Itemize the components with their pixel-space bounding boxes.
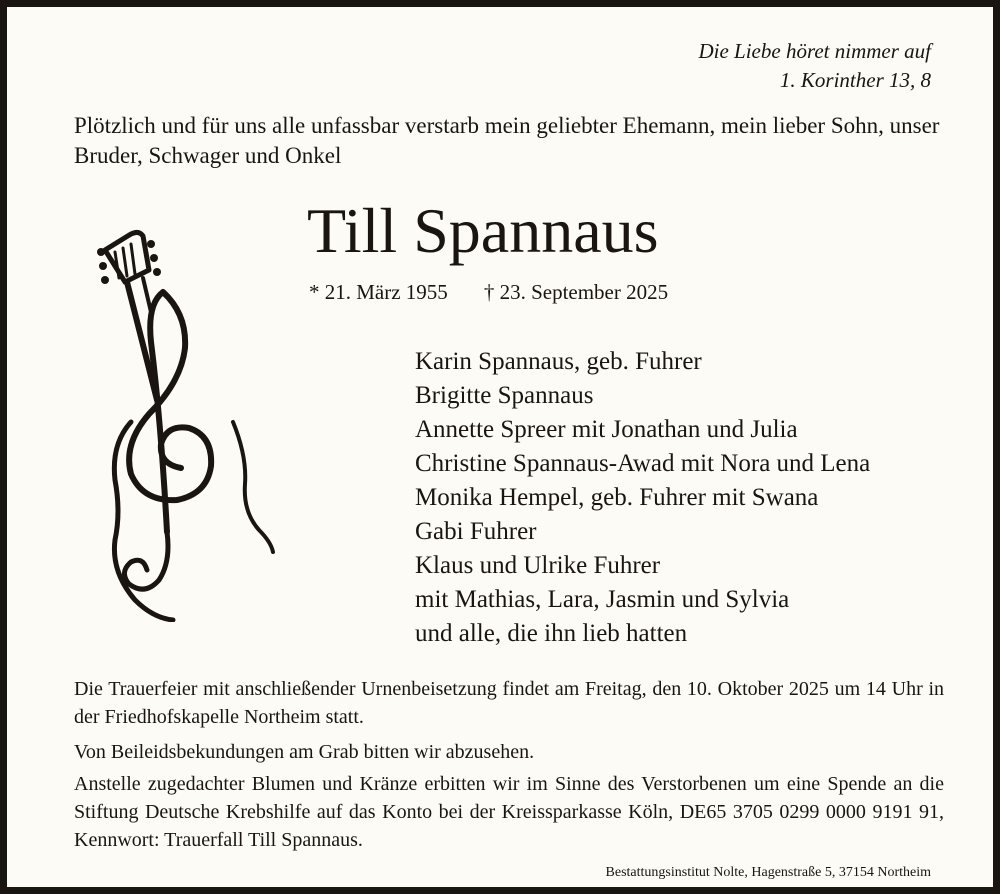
bible-quote	[698, 37, 931, 95]
death-date: † 23. September 2025	[483, 280, 669, 304]
funeral-info-paragraph: Die Trauerfeier mit anschließender Urnenbeisetzung findet am Freitag, den 10. Oktober 2025 um 14 Uhr in der Friedhofskapelle Northeim statt.	[74, 678, 944, 728]
mourner-item: Christine Spannaus-Awad mit Nora und Lena	[415, 450, 871, 477]
mourners-list	[415, 345, 870, 651]
quote-source: 1. Korinther 13, 8	[779, 68, 931, 92]
intro-text: Plötzlich und für uns alle unfassbar verstarb mein geliebter Ehemann, mein lieber Sohn, unser Bruder, Schwager und Onkel	[74, 113, 940, 168]
mourner-item: mit Mathias, Lara, Jasmin und Sylvia	[415, 586, 790, 613]
mourner-item: Gabi Fuhrer	[415, 518, 537, 545]
life-dates	[309, 277, 668, 307]
mourner-item: Karin Spannaus, geb. Fuhrer	[415, 348, 702, 375]
mourner-item: Brigitte Spannaus	[415, 382, 594, 409]
mourner-item: Klaus und Ulrike Fuhrer	[415, 552, 661, 579]
guitar-treble-clef-icon	[91, 222, 281, 622]
deceased-name: Till Spannaus	[307, 195, 659, 266]
mourner-item: Monika Hempel, geb. Fuhrer mit Swana	[415, 484, 819, 511]
quote-text: Die Liebe höret nimmer auf	[698, 39, 931, 63]
mourner-item: Annette Spreer mit Jonathan und Julia	[415, 416, 798, 443]
mourner-item: und alle, die ihn lieb hatten	[415, 620, 688, 647]
donation-paragraph: Anstelle zugedachter Blumen und Kränze erbitten wir im Sinne des Verstorbenen um eine Spende an die Stiftung Deutsche Krebshilfe auf das Konto bei der Kreissparkasse Köln, DE65 3705 0299 0000 9191 91, Kennwort: Trauerfall Till Spannaus.	[74, 773, 944, 851]
funeral-home-footer: Bestattungsinstitut Nolte, Hagenstraße 5, 37154 Northeim	[605, 865, 931, 880]
birth-date: * 21. März 1955	[309, 280, 448, 304]
condolence-note-paragraph: Von Beileidsbekundungen am Grab bitten wir abzusehen.	[74, 741, 535, 763]
